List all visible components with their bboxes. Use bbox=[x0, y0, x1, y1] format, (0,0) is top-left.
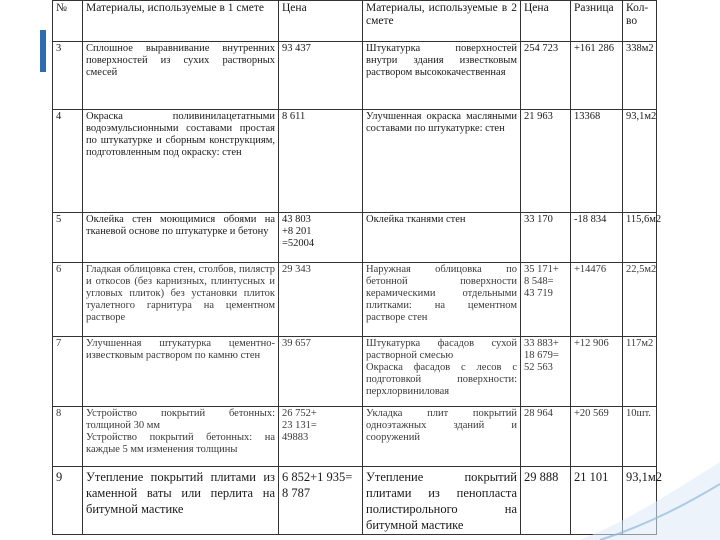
row-difference: +12 906 bbox=[571, 337, 623, 407]
row-material-1: Гладкая облицовка стен, столбов, пилястр и откосов (без карнизных, плинтусных и угловых плиток) без установки плиток туалетного гарнитура на цементном растворе bbox=[83, 263, 279, 337]
row-price-1: 6 852+1 935= 8 787 bbox=[279, 467, 363, 535]
row-material-1: Устройство покрытий бетонных: толщиной 30 мм Устройство покрытий бетонных: на каждые 5 мм изменения толщины bbox=[83, 407, 279, 467]
row-material-1: Сплошное выравнивание внутренних поверхностей из сухих растворных смесей bbox=[83, 42, 279, 110]
row-qty: 93,1м2 bbox=[623, 467, 657, 535]
row-material-2: Улучшенная окраска масляными составами по штукатурке: стен bbox=[363, 110, 521, 213]
row-material-2: Наружная облицовка по бетонной поверхности керамическими отдельными плитками: на цементном растворе стен bbox=[363, 263, 521, 337]
table-row bbox=[53, 467, 657, 535]
row-material-1: Окраска поливинилацетатными водоэмульсионными составами простая по штукатурке и сборным конструкциям, подготовленным под окраску: стен bbox=[83, 110, 279, 213]
header-qty: Кол-во bbox=[623, 1, 657, 42]
row-difference: +20 569 bbox=[571, 407, 623, 467]
row-price-1: 43 803 +8 201 =52004 bbox=[279, 213, 363, 263]
row-material-2: Оклейка тканями стен bbox=[363, 213, 521, 263]
header-price-1: Цена bbox=[279, 1, 363, 42]
row-price-1: 26 752+ 23 131= 49883 bbox=[279, 407, 363, 467]
row-qty: 115,6м2 bbox=[623, 213, 657, 263]
row-no: 3 bbox=[53, 42, 83, 110]
row-price-2: 28 964 bbox=[521, 407, 571, 467]
row-price-2: 254 723 bbox=[521, 42, 571, 110]
row-no: 8 bbox=[53, 407, 83, 467]
table-row bbox=[53, 110, 657, 213]
row-difference: +161 286 bbox=[571, 42, 623, 110]
table-row bbox=[53, 407, 657, 467]
table-row bbox=[53, 337, 657, 407]
row-price-2: 21 963 bbox=[521, 110, 571, 213]
row-material-1: Утепление покрытий плитами из каменной ваты или перлита на битумной мастике bbox=[83, 467, 279, 535]
row-price-1: 8 611 bbox=[279, 110, 363, 213]
header-materials-1: Материалы, используемые в 1 смете bbox=[83, 1, 279, 42]
row-qty: 338м2 bbox=[623, 42, 657, 110]
row-qty: 93,1м2 bbox=[623, 110, 657, 213]
row-price-1: 93 437 bbox=[279, 42, 363, 110]
row-price-2: 33 883+ 18 679= 52 563 bbox=[521, 337, 571, 407]
row-price-2: 33 170 bbox=[521, 213, 571, 263]
row-difference: +14476 bbox=[571, 263, 623, 337]
decorative-swoosh bbox=[580, 460, 720, 540]
row-no: 9 bbox=[53, 467, 83, 535]
table-header-row bbox=[53, 1, 657, 42]
row-difference: -18 834 bbox=[571, 213, 623, 263]
row-qty: 117м2 bbox=[623, 337, 657, 407]
table-row bbox=[53, 263, 657, 337]
header-no: № bbox=[53, 1, 83, 42]
row-material-1: Улучшенная штукатурка цементно-известковым раствором по камню стен bbox=[83, 337, 279, 407]
row-no: 4 bbox=[53, 110, 83, 213]
slide-accent-bar bbox=[40, 30, 46, 72]
table-row bbox=[53, 42, 657, 110]
row-difference: 13368 bbox=[571, 110, 623, 213]
row-difference: 21 101 bbox=[571, 467, 623, 535]
row-material-2: Утепление покрытий плитами из пенопласта полистирольного на битумной мастике bbox=[363, 467, 521, 535]
row-qty: 10шт. bbox=[623, 407, 657, 467]
row-price-2: 35 171+ 8 548= 43 719 bbox=[521, 263, 571, 337]
row-material-2: Укладка плит покрытий одноэтажных зданий и сооружений bbox=[363, 407, 521, 467]
row-no: 5 bbox=[53, 213, 83, 263]
row-material-2: Штукатурка поверхностей внутри здания известковым раствором высококачественная bbox=[363, 42, 521, 110]
row-no: 6 bbox=[53, 263, 83, 337]
materials-comparison-table bbox=[52, 0, 663, 535]
row-price-1: 39 657 bbox=[279, 337, 363, 407]
row-material-1: Оклейка стен моющимися обоями на тканевой основе по штукатурке и бетону bbox=[83, 213, 279, 263]
table-row bbox=[53, 213, 657, 263]
header-difference: Разница bbox=[571, 1, 623, 42]
row-price-2: 29 888 bbox=[521, 467, 571, 535]
header-price-2: Цена bbox=[521, 1, 571, 42]
row-material-2: Штукатурка фасадов сухой растворной смесью Окраска фасадов с лесов с подготовкой поверхности: перхлорвиниловая bbox=[363, 337, 521, 407]
header-materials-2: Материалы, используемые в 2 смете bbox=[363, 1, 521, 42]
row-no: 7 bbox=[53, 337, 83, 407]
row-qty: 22,5м2 bbox=[623, 263, 657, 337]
row-price-1: 29 343 bbox=[279, 263, 363, 337]
